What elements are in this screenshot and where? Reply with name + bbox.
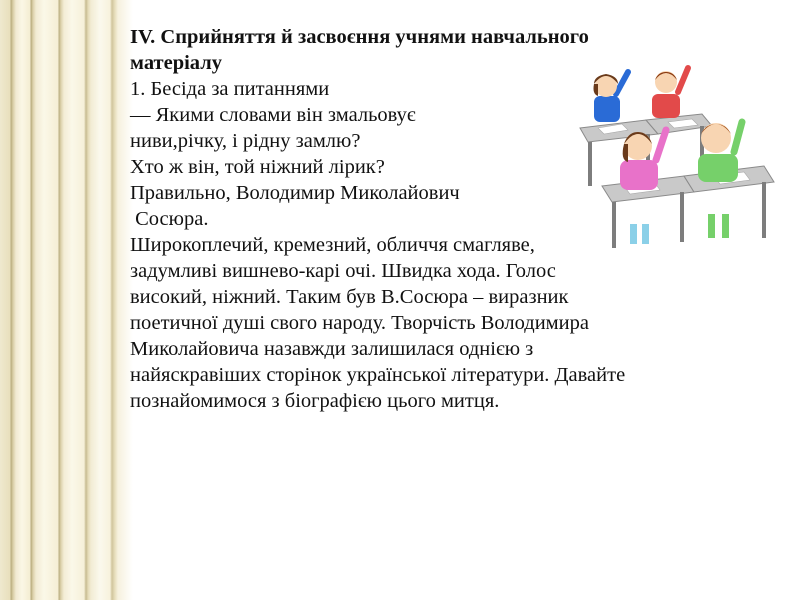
text-line: Широкоплечий, кремезний, обличчя смагляве, bbox=[130, 234, 535, 256]
text-line: познайомимося з біографією цього митця. bbox=[130, 390, 500, 412]
text-line: Миколайовича назавжди залишилася однією з bbox=[130, 338, 534, 360]
text-line: найяскравіших сторінок української літератури. Давайте bbox=[130, 364, 626, 386]
text-line: — Якими словами він змальовує bbox=[130, 104, 416, 126]
text-line: Сосюра. bbox=[130, 208, 209, 230]
text-line: ниви,річку, і рідну замлю? bbox=[130, 130, 361, 152]
text-line: Хто ж він, той ніжний лірик? bbox=[130, 156, 385, 178]
classroom-illustration-icon bbox=[576, 64, 776, 254]
text-line: 1. Бесіда за питаннями bbox=[130, 78, 330, 100]
slide-heading-line-2: матеріалу bbox=[130, 52, 222, 74]
classroom-children-clipart bbox=[576, 64, 776, 254]
text-line: високий, ніжний. Таким був В.Сосюра – виразник bbox=[130, 286, 569, 308]
text-line: задумливі вишнево-карі очі. Швидка хода. Голос bbox=[130, 260, 556, 282]
slide-heading-line-1: IV. Сприйняття й засвоєння учнями навчального bbox=[130, 26, 589, 48]
child-boy-red bbox=[652, 68, 688, 118]
text-line: поетичної душі свого народу. Творчість Володимира bbox=[130, 312, 589, 334]
text-line: Правильно, Володимир Миколайович bbox=[130, 182, 460, 204]
decorative-striped-border bbox=[0, 0, 133, 600]
child-girl-blue bbox=[594, 72, 629, 122]
